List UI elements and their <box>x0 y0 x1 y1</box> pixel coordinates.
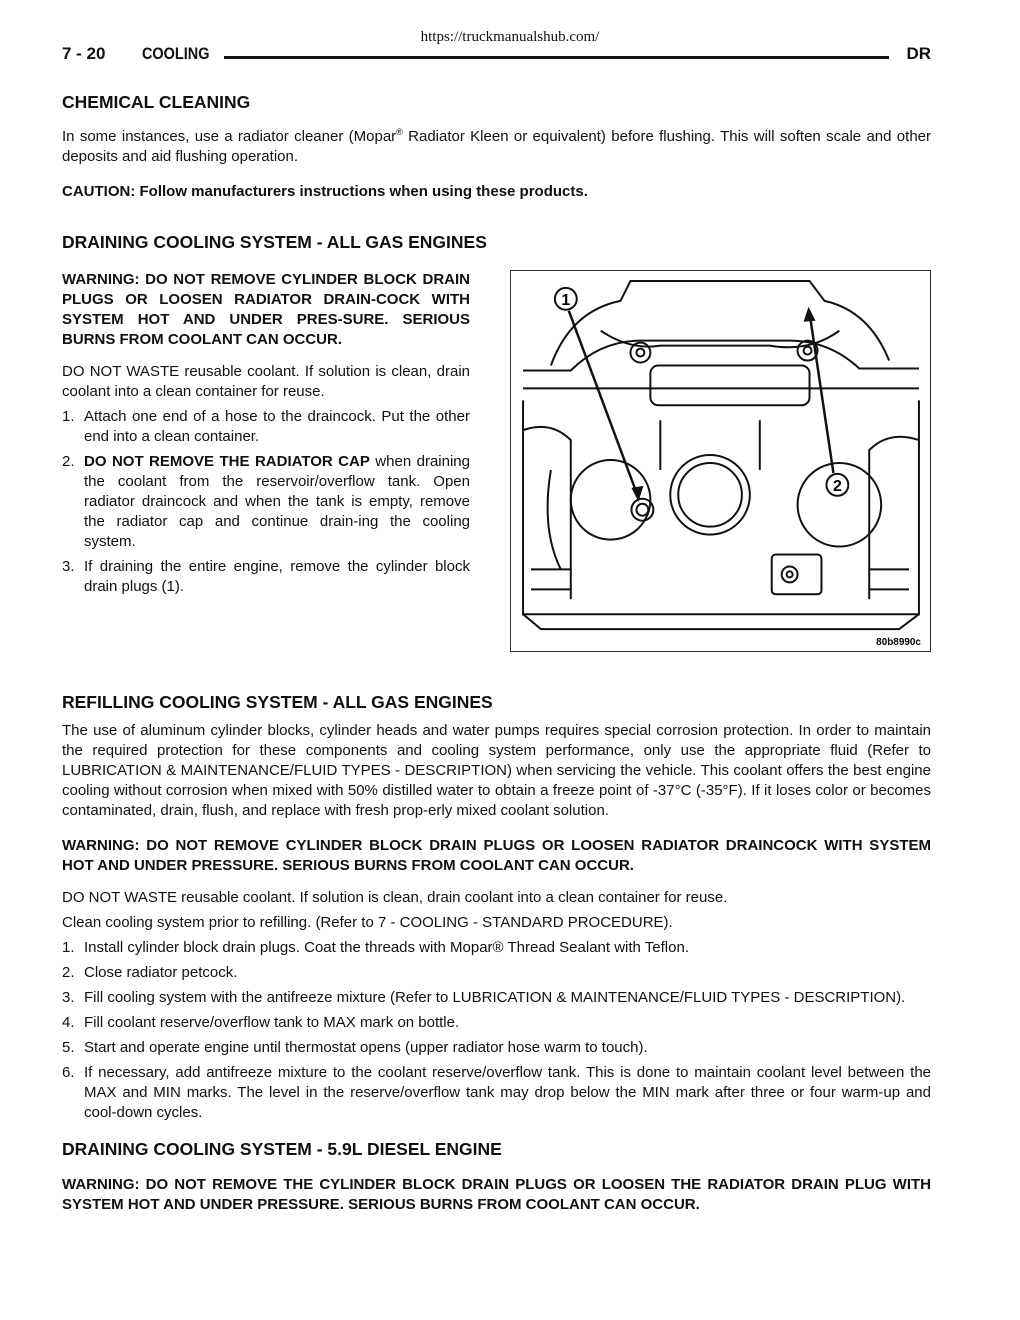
list-item: 4. Fill coolant reserve/overflow tank to MAX mark on bottle. <box>62 1014 460 1031</box>
callout-2: 2 <box>832 477 842 495</box>
list-item: 6. If necessary, add antifreeze mixture to the coolant reserve/overflow tank. This is done to maintain coolant level between the MAX and MIN marks. The level in the reserve/overflow tank may drop below the MIN mark after three or four warm-up and cool-down cycles. <box>62 1064 931 1121</box>
heading-draining-gas: DRAINING COOLING SYSTEM - ALL GAS ENGINES <box>62 232 487 252</box>
draining-diesel-warning: WARNING: DO NOT REMOVE THE CYLINDER BLOCK DRAIN PLUGS OR LOOSEN THE RADIATOR DRAIN PLUG WITH SYSTEM HOT AND UNDER PRESSURE. SERIOUS BURNS FROM COOLANT CAN OCCUR. <box>62 1176 931 1213</box>
header-rule <box>224 56 889 59</box>
refilling-gas-intro-2: Clean cooling system prior to refilling. (Refer to 7 - COOLING - STANDARD PROCEDURE). <box>62 914 673 931</box>
model-code: DR <box>906 44 931 63</box>
heading-draining-diesel: DRAINING COOLING SYSTEM - 5.9L DIESEL ENGINE <box>62 1139 502 1159</box>
heading-chemical-cleaning: CHEMICAL CLEANING <box>62 92 251 112</box>
refilling-gas-steps <box>62 938 931 1123</box>
list-item: 1. Attach one end of a hose to the draincock. Put the other end into a clean container. <box>62 408 470 445</box>
section-title: COOLING <box>142 44 210 63</box>
engine-drain-plug-figure <box>510 270 931 652</box>
draining-gas-text <box>62 270 470 597</box>
page-number: 7 - 20 <box>62 44 106 63</box>
callout-1: 1 <box>561 291 571 309</box>
refilling-gas-intro-1: DO NOT WASTE reusable coolant. If solution is clean, drain coolant into a clean container for reuse. <box>62 889 728 906</box>
page-header <box>62 44 931 66</box>
list-item: 2. Close radiator petcock. <box>62 964 238 981</box>
list-item: 5. Start and operate engine until thermostat opens (upper radiator hose warm to touch). <box>62 1039 648 1056</box>
refilling-gas-warning: WARNING: DO NOT REMOVE CYLINDER BLOCK DRAIN PLUGS OR LOOSEN RADIATOR DRAINCOCK WITH SYSTEM HOT AND UNDER PRESSURE. SERIOUS BURNS FROM COOLANT CAN OCCUR. <box>62 837 931 874</box>
figure-code: 80b8990c <box>876 637 921 649</box>
chemical-body: In some instances, use a radiator cleaner (Mopar® Radiator Kleen or equivalent) before flushing. This will soften scale and other deposits and aid flushing operation. <box>62 127 931 165</box>
list-item: 1. Install cylinder block drain plugs. Coat the threads with Mopar® Thread Sealant with Teflon. <box>62 939 689 956</box>
draining-gas-section <box>62 270 931 690</box>
draining-gas-steps <box>62 407 470 597</box>
draining-gas-warning: WARNING: DO NOT REMOVE CYLINDER BLOCK DRAIN PLUGS OR LOOSEN RADIATOR DRAIN-COCK WITH SYSTEM HOT AND UNDER PRES-SURE. SERIOUS BURNS FROM COOLANT CAN OCCUR. <box>62 271 470 348</box>
engine-block-illustration <box>511 271 930 651</box>
source-url[interactable]: https://truckmanualshub.com/ <box>420 29 600 45</box>
list-item: 2. DO NOT REMOVE THE RADIATOR CAP when draining the coolant from the reservoir/overflow tank. Open radiator draincock and when the tank is empty, remove the radiator cap and continue drain-ing the cooling system. <box>62 453 470 550</box>
list-item: 3. If draining the entire engine, remove the cylinder block drain plugs (1). <box>62 558 470 595</box>
draining-gas-intro: DO NOT WASTE reusable coolant. If solution is clean, drain coolant into a clean container for reuse. <box>62 363 470 400</box>
chemical-caution: CAUTION: Follow manufacturers instructions when using these products. <box>62 183 588 200</box>
page-content <box>62 92 931 1215</box>
refilling-gas-body: The use of aluminum cylinder blocks, cylinder heads and water pumps requires special corrosion protection. In order to maintain the required protection for these components and cooling system performance, only use the appropriate fluid (Refer to LUBRICATION & MAINTENANCE/FLUID TYPES - DESCRIPTION) when servicing the vehicle. This coolant offers the best engine cooling without corrosion when mixed with 50% distilled water to obtain a freeze point of -37°C (-35°F). If it loses color or becomes contaminated, drain, flush, and replace with fresh prop-erly mixed coolant solution. <box>62 722 931 819</box>
list-item: 3. Fill cooling system with the antifreeze mixture (Refer to LUBRICATION & MAINTENANCE/FLUID TYPES - DESCRIPTION). <box>62 989 906 1006</box>
heading-refilling-gas: REFILLING COOLING SYSTEM - ALL GAS ENGINES <box>62 692 493 712</box>
